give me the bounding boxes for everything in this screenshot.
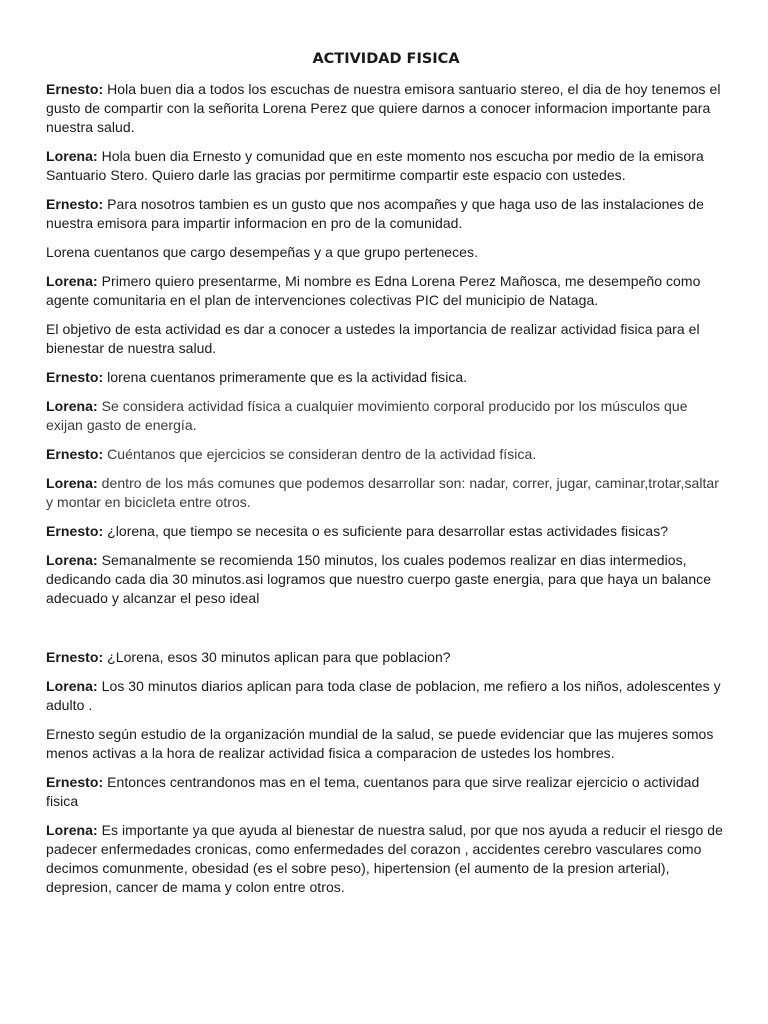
paragraph-text: Para nosotros tambien es un gusto que nos acompañes y que haga uso de las instalaciones de nuestra emisora para impartir informacion en pro de la comunidad. [46,196,704,231]
paragraph-text: Cuéntanos que ejercicios se consideran dentro de la actividad física. [103,446,537,462]
paragraph-text: Los 30 minutos diarios aplican para toda clase de poblacion, me refiero a los niños, adolescentes y adulto . [46,678,721,713]
paragraph-text: Ernesto según estudio de la organización mundial de la salud, se puede evidenciar que las mujeres somos menos activas a la hora de realizar actividad fisica a comparacion de ustedes los hombres. [46,726,714,761]
speaker-label: Lorena: [46,678,98,694]
paragraph [46,397,726,435]
speaker-label: Ernesto: [46,523,104,539]
paragraph [46,725,726,763]
speaker-label: Lorena: [46,273,98,289]
paragraph [46,821,726,897]
paragraph-text: ¿lorena, que tiempo se necesita o es suficiente para desarrollar estas actividades fisicas? [103,523,669,539]
speaker-label: Ernesto: [46,196,104,212]
paragraph [46,773,726,811]
paragraph [46,677,726,715]
speaker-label: Lorena: [46,148,98,164]
speaker-label: Lorena: [46,822,98,838]
paragraph-text: Es importante ya que ayuda al bienestar de nuestra salud, por que nos ayuda a reducir el riesgo de padecer enfermedades cronicas, como enfermedades del corazon , accidentes cerebro vasculares como decimos comunmente, obesidad (es el sobre peso), hipertension (el aumento de la presion arterial), depresion, cancer de mama y colon entre otros. [46,822,723,895]
paragraph [46,243,726,262]
paragraph [46,147,726,185]
paragraph [46,445,726,464]
speaker-label: Ernesto: [46,81,104,97]
document-title: ACTIVIDAD FISICA [312,51,460,67]
paragraph-text: lorena cuentanos primeramente que es la actividad fisica. [103,369,468,385]
speaker-label: Ernesto: [46,774,104,790]
paragraph [46,648,726,667]
paragraph [46,474,726,512]
paragraph-text: Se considera actividad física a cualquier movimiento corporal producido por los músculos que exijan gasto de energía. [46,398,688,433]
paragraph [46,551,726,608]
speaker-label: Lorena: [46,552,98,568]
document-page [46,50,726,907]
paragraph-text: El objetivo de esta actividad es dar a conocer a ustedes la importancia de realizar actividad fisica para el bienestar de nuestra salud. [46,321,700,356]
paragraph [46,320,726,358]
paragraph-text: Hola buen dia a todos los escuchas de nuestra emisora santuario stereo, el dia de hoy tenemos el gusto de compartir con la señorita Lorena Perez que quiere darnos a conocer informacion importante para nuestra salud. [46,81,721,135]
paragraph-text: Semanalmente se recomienda 150 minutos, los cuales podemos realizar en dias intermedios, dedicando cada dia 30 minutos.asi logramos que nuestro cuerpo gaste energia, para que haya un balance adecuado y alcanzar el peso ideal [46,552,712,606]
speaker-label: Ernesto: [46,649,104,665]
speaker-label: Ernesto: [46,446,104,462]
paragraph-text: Hola buen dia Ernesto y comunidad que en este momento nos escucha por medio de la emisora Santuario Stero. Quiero darle las gracias por permitirme compartir este espacio con ustedes. [46,148,704,183]
paragraph-text: dentro de los más comunes que podemos desarrollar son: nadar, correr, jugar, caminar,trotar,saltar y montar en bicicleta entre otros. [46,475,719,510]
speaker-label: Lorena: [46,398,98,414]
paragraph [46,80,726,137]
paragraph [46,368,726,387]
speaker-label: Ernesto: [46,369,104,385]
paragraph [46,272,726,310]
paragraph [46,195,726,233]
speaker-label: Lorena: [46,475,98,491]
paragraph-text: Primero quiero presentarme, Mi nombre es Edna Lorena Perez Mañosca, me desempeño como agente comunitaria en el plan de intervenciones colectivas PIC del municipio de Nataga. [46,273,701,308]
paragraph-text: Lorena cuentanos que cargo desempeñas y a que grupo perteneces. [46,244,479,260]
paragraph [46,522,726,541]
paragraph-text: ¿Lorena, esos 30 minutos aplican para que poblacion? [103,649,451,665]
paragraph-text: Entonces centrandonos mas en el tema, cuentanos para que sirve realizar ejercicio o actividad fisica [46,774,700,809]
